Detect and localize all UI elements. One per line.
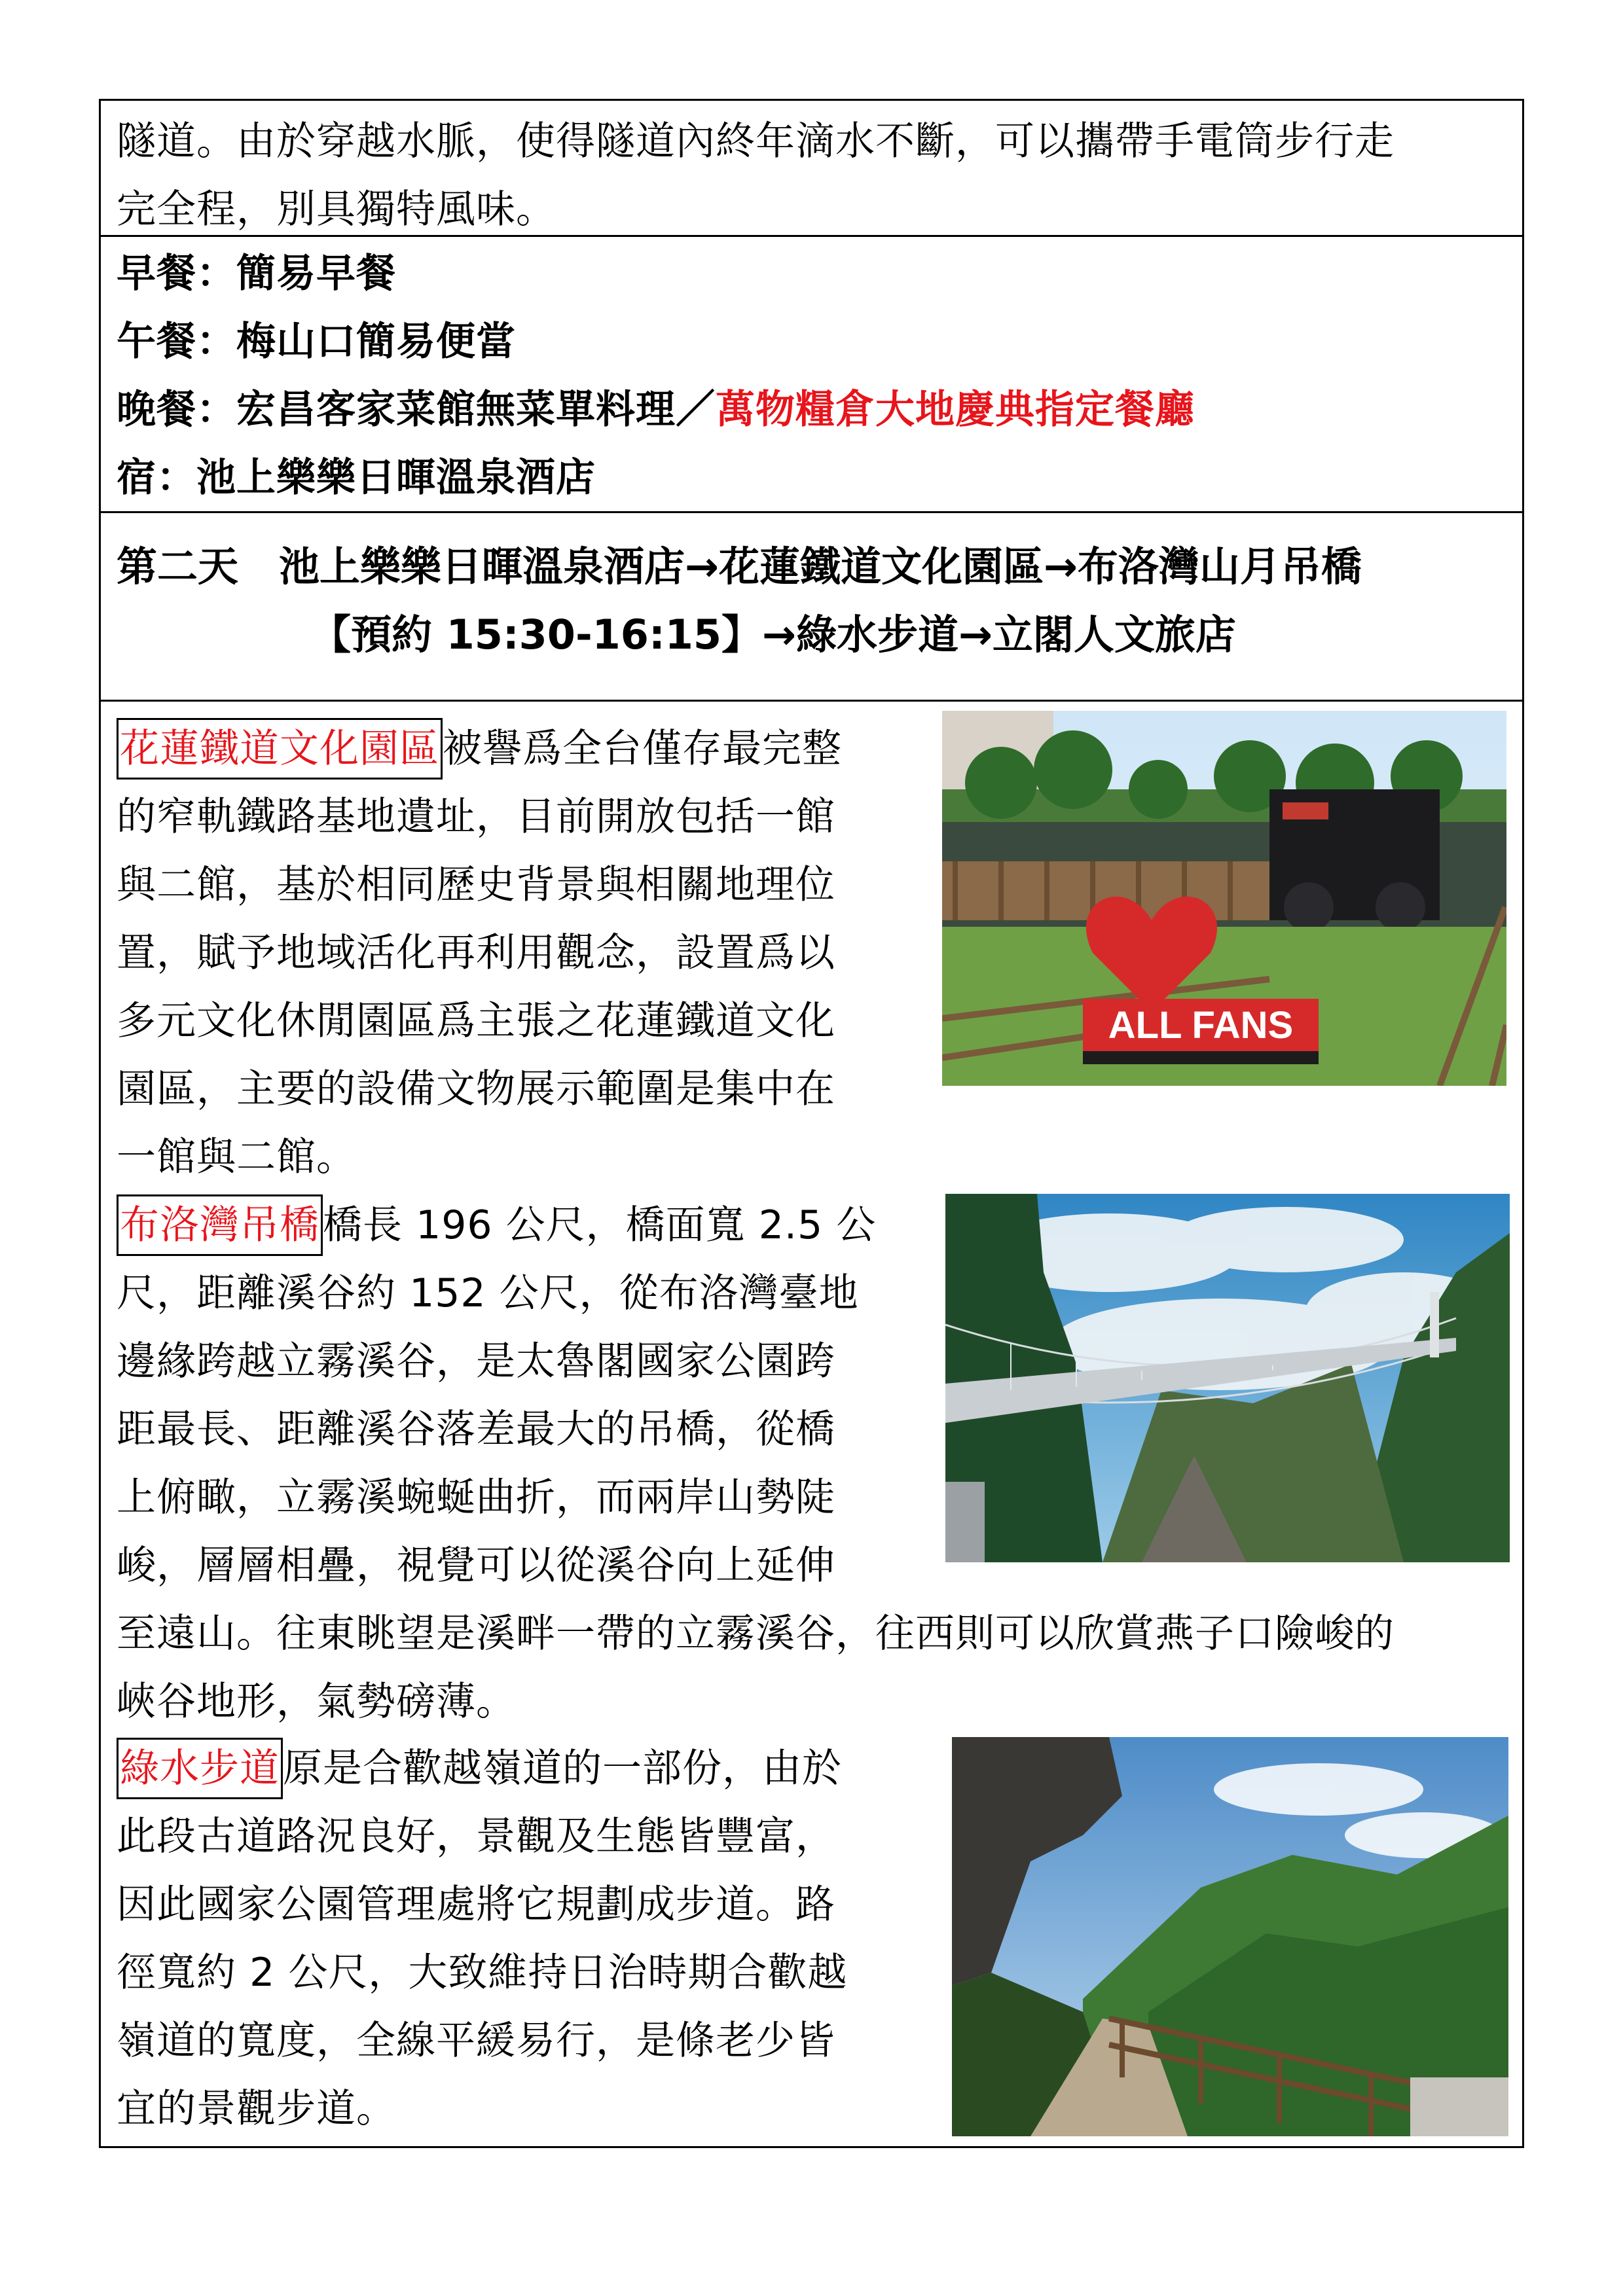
bridge-line-5: 峻，層層相疊，視覺可以從溪谷向上延伸 — [117, 1543, 835, 1588]
trail-block — [117, 1734, 968, 2143]
bridge-photo — [945, 1194, 1510, 1562]
railway-park-line-2: 與二館，基於相同歷史背景與相關地理位 — [117, 862, 835, 908]
continuation-line-1: 隧道。由於穿越水脈，使得隧道內終年滴水不斷，可以攜帶手電筒步行走 — [117, 118, 1395, 164]
trail-line-4: 嶺道的寬度，全線平緩易行，是條老少皆 — [117, 2018, 835, 2064]
day2-heading-row — [101, 513, 1522, 702]
continuation-line-2: 完全程，別具獨特風味。 — [117, 187, 556, 232]
trail-photo — [952, 1737, 1508, 2136]
continuation-row — [101, 101, 1522, 237]
bridge-line-1: 尺，距離溪谷約 152 公尺，從布洛灣臺地 — [117, 1270, 859, 1316]
railway-park-line-1: 的窄軌鐵路基地遺址，目前開放包括一館 — [117, 794, 835, 840]
trail-line-3: 徑寬約 2 公尺，大致維持日治時期合歡越 — [117, 1950, 848, 1996]
meals-row — [101, 237, 1522, 513]
railway-park-photo — [942, 711, 1506, 1086]
trail-line-2: 因此國家公園管理處將它規劃成步道。路 — [117, 1882, 835, 1928]
trail-line-1: 此段古道路況良好，景觀及生態皆豐富， — [117, 1814, 835, 1859]
railway-park-tag: 花蓮鐵道文化園區 — [117, 718, 443, 780]
railway-park-line-5: 園區，主要的設備文物展示範圍是集中在 — [117, 1066, 835, 1112]
trail-tag: 綠水步道 — [117, 1738, 283, 1799]
trail-line-5: 宜的景觀步道。 — [117, 2086, 396, 2132]
railway-sign-text: ALL FANS — [1108, 1004, 1294, 1047]
day2-route-line-2: 【預約 15:30-16:15】→綠水步道→立閣人文旅店 — [310, 611, 1236, 658]
dinner-prefix: 晚餐：宏昌客家菜館無菜單料理／ — [117, 387, 716, 433]
bridge-tag: 布洛灣吊橋 — [117, 1194, 323, 1256]
dinner-line — [117, 376, 1509, 444]
bridge-block-wrapped — [117, 1191, 968, 1600]
bridge-line-3: 距最長、距離溪谷落差最大的吊橋，從橋 — [117, 1407, 835, 1452]
bridge-full-line-1: 峽谷地形，氣勢磅薄。 — [117, 1679, 516, 1725]
bridge-line-0: 布洛灣吊橋橋長 196 公尺，橋面寬 2.5 公 — [117, 1191, 968, 1259]
dinner-highlight: 萬物糧倉大地慶典指定餐廳 — [716, 387, 1195, 433]
railway-park-line-6: 一館與二館。 — [117, 1134, 356, 1180]
day2-route-line-1: 第二天 池上樂樂日暉溫泉酒店→花蓮鐵道文化園區→布洛灣山月吊橋 — [117, 543, 1362, 590]
bridge-line-4: 上俯瞰，立霧溪蜿蜒曲折，而兩岸山勢陡 — [117, 1475, 835, 1520]
lodging-line: 宿：池上樂樂日暉溫泉酒店 — [117, 455, 596, 501]
breakfast-line: 早餐：簡易早餐 — [117, 251, 396, 296]
trail-line-0: 綠水步道原是合歡越嶺道的一部份，由於 — [117, 1734, 968, 1803]
attractions-row — [101, 702, 1522, 2146]
railway-park-line-0: 花蓮鐵道文化園區被譽爲全台僅存最完整 — [117, 715, 968, 783]
railway-park-line-4: 多元文化休閒園區爲主張之花蓮鐵道文化 — [117, 998, 835, 1044]
railway-park-line-3: 置，賦予地域活化再利用觀念，設置爲以 — [117, 930, 835, 976]
itinerary-table — [99, 99, 1524, 2148]
lunch-line: 午餐：梅山口簡易便當 — [117, 319, 516, 365]
bridge-line-2: 邊緣跨越立霧溪谷，是太魯閣國家公園跨 — [117, 1338, 835, 1384]
bridge-block-full — [117, 1600, 1511, 1736]
railway-park-block — [117, 715, 968, 1191]
bridge-full-line-0: 至遠山。往東眺望是溪畔一帶的立霧溪谷，往西則可以欣賞燕子口險峻的 — [117, 1611, 1395, 1657]
